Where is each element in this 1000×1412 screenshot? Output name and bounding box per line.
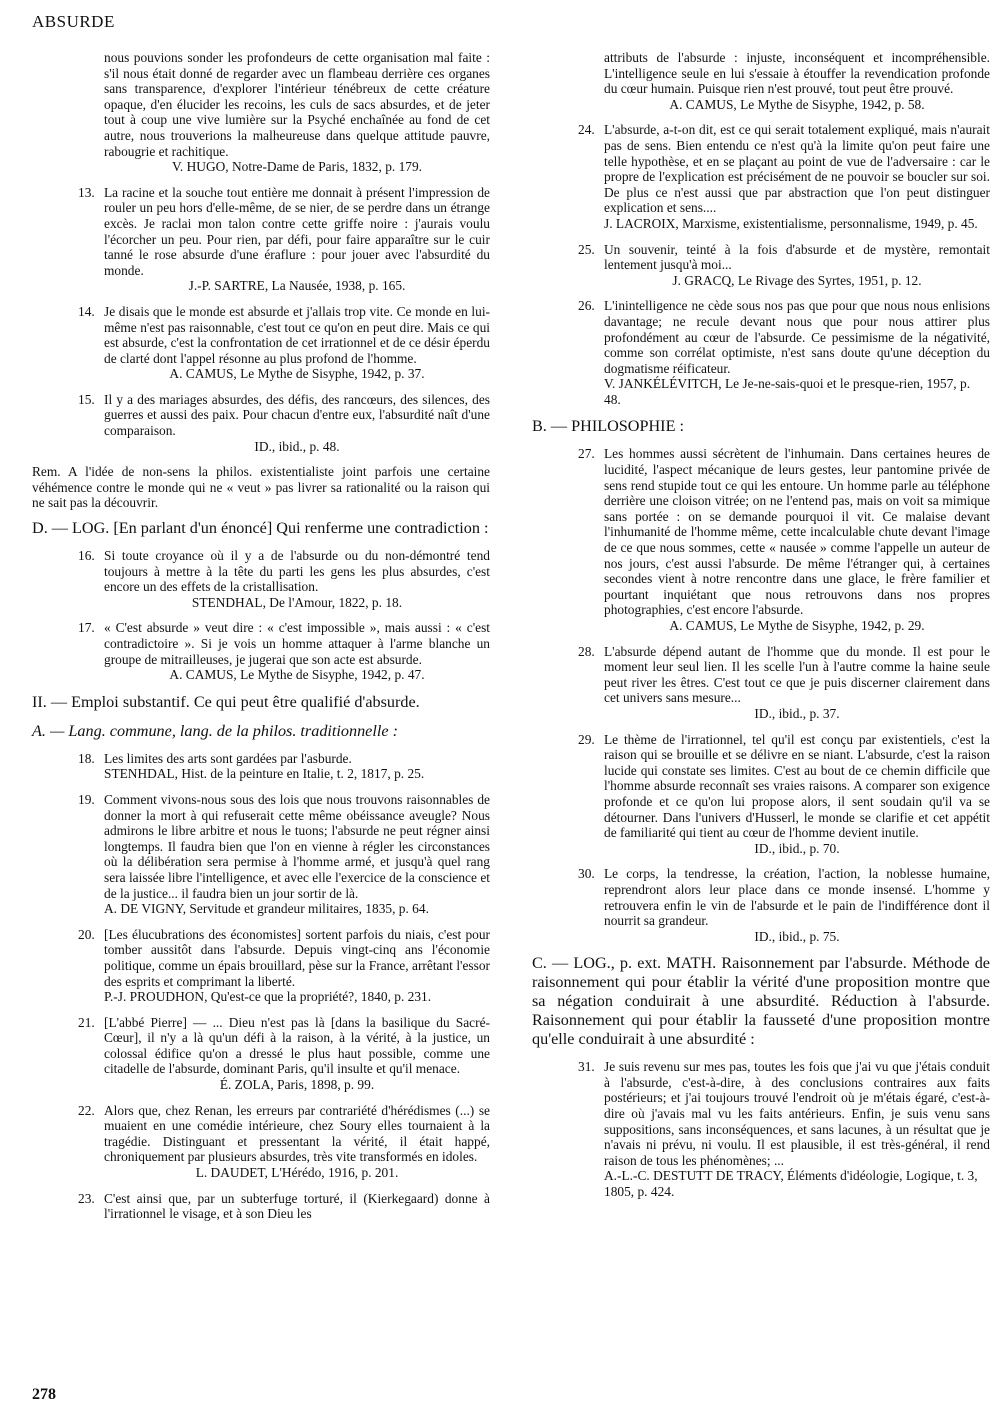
page-number: 278: [32, 1386, 56, 1403]
citation-source: J.-P. SARTRE, La Nausée, 1938, p. 165.: [188, 278, 406, 294]
citation-22: [32, 1103, 490, 1181]
citation-text: La racine et la souche tout entière me donnait à présent l'impression de rouler un peu hors d'elle-même, de se nier, de se perdre dans un étrange excès. Je raclai mon talon contre cette griffe noire : j'aurais voulu l'écorcher un peu. Pour rien, par défi, pour faire apparaître sur le cuir tanné le rose absurde d'une éraflure : pour jouer avec l'absurdité du monde.: [104, 184, 490, 278]
citation-20: [32, 927, 490, 1005]
citation-source: P.-J. PROUDHON, Qu'est-ce que la propriété?, 1840, p. 231.: [104, 989, 432, 1005]
section-a-heading: A. — Lang. commune, lang. de la philos. traditionnelle :: [32, 721, 398, 740]
citation-text: Le thème de l'irrationnel, tel qu'il est conçu par existentiels, c'est la raison qui se brouille et se délivre en se niant. L'absurde, c'est la raison lucide qui constate ses limites. C'est au bout de ce chemin difficile que l'homme absurde reconnaît ses vraies raisons. A comparer son exigence profonde et ce qu'on lui propose alors, il sent soudain qu'il va se détourner. Dans l'univers d'Husserl, le monde se clarifie et cet appétit de familiarité qui tient au cœur de l'homme devient inutile.: [604, 731, 990, 841]
citation-source: ID., ibid., p. 37.: [754, 705, 840, 721]
citation-text: C'est ainsi que, par un subterfuge torturé, il (Kierkegaard) donne à l'irrationnel le visage, et à son Dieu les: [104, 1190, 490, 1222]
left-column: [32, 50, 490, 1232]
citation-24: [532, 122, 990, 231]
citation-number: 17.: [78, 620, 95, 636]
citation-source: A. CAMUS, Le Mythe de Sisyphe, 1942, p. 37.: [169, 366, 425, 382]
citation-12-cont: [32, 50, 490, 175]
citation-number: 20.: [78, 926, 95, 942]
citation-number: 15.: [78, 391, 95, 407]
citation-27: [532, 446, 990, 633]
citation-number: 14.: [78, 303, 95, 319]
citation-number: 13.: [78, 184, 95, 200]
citation-source: A.-L.-C. DESTUTT DE TRACY, Éléments d'idéologie, Logique, t. 3, 1805, p. 424.: [604, 1168, 978, 1200]
citation-number: 26.: [578, 298, 595, 314]
citation-text: Il y a des mariages absurdes, des défis, des rancœurs, des silences, des guerres et aussi des paix. Pour chacun d'entre eux, l'absurdité naît d'une comparaison.: [104, 391, 490, 439]
citation-number: 27.: [578, 446, 595, 462]
citation-number: 18.: [78, 750, 95, 766]
citation-source: V. JANKÉLÉVITCH, Le Je-ne-sais-quoi et le presque-rien, 1957, p. 48.: [604, 376, 971, 407]
citation-21: [32, 1015, 490, 1093]
citation-source: L. DAUDET, L'Hérédo, 1916, p. 201.: [195, 1165, 399, 1181]
citation-23: [32, 1191, 490, 1222]
right-column: [532, 50, 990, 1210]
citation-30: [532, 866, 990, 944]
citation-number: 23.: [78, 1190, 95, 1206]
citation-source: V. HUGO, Notre-Dame de Paris, 1832, p. 179.: [171, 159, 423, 175]
citation-text: Je disais que le monde est absurde et j'allais trop vite. Ce monde en lui-même n'est pas raisonnable, c'est tout ce qu'on en peut dire. Mais ce qui est absurde, c'est la confrontation de cet irrationnel et de ce désir éperdu de clarté dont l'appel résonne au plus profond de l'homme.: [104, 303, 490, 366]
citation-text: Le corps, la tendresse, la création, l'action, la noblesse humaine, reprendront alors leur place dans ce monde insensé. L'homme y retrouvera enfin le vin de l'absurde et le pain de l'indifférence dont il nourrit sa grandeur.: [604, 866, 990, 929]
citation-source: ID., ibid., p. 48.: [254, 438, 340, 454]
citation-number: 31.: [578, 1059, 595, 1075]
citation-text: « C'est absurde » veut dire : « c'est impossible », mais aussi : « c'est contradictoire ». Si je vois un homme attaquer à l'arme blanche un groupe de mitrailleuses, je jugerai que son acte est absurde.: [104, 620, 490, 667]
citation-number: 28.: [578, 643, 595, 659]
citation-source: J. GRACQ, Le Rivage des Syrtes, 1951, p. 12.: [672, 272, 922, 288]
citation-number: 22.: [78, 1102, 95, 1118]
citation-25: [532, 242, 990, 289]
citation-source: A. CAMUS, Le Mythe de Sisyphe, 1942, p. 58.: [669, 96, 925, 112]
citation-text: Comment vivons-nous sous des lois que nous trouvons raisonnables de donner la mort à qui refuserait cette même obéissance aveugle? Nous admirons le libre arbitre et nous le tuons; l'absurde ne peut régner ainsi longtemps. Il faudra bien que l'on en vienne à régler les circonstances où la délibération sera permise à l'homme armé, et jusqu'à quel rang sera laissée libre l'intelligence, et avec elle l'exercice de la conscience et de la justice... il faudra bien un jour sortir de là.: [104, 791, 490, 901]
citation-13: [32, 185, 490, 294]
citation-source: STENHDAL, Hist. de la peinture en Italie, t. 2, 1817, p. 25.: [104, 766, 425, 782]
citation-source: É. ZOLA, Paris, 1898, p. 99.: [219, 1077, 375, 1093]
citation-source: A. DE VIGNY, Servitude et grandeur militaires, 1835, p. 64.: [104, 901, 429, 917]
citation-19: [32, 792, 490, 917]
citation-number: 24.: [578, 122, 595, 138]
citation-31: [532, 1059, 990, 1199]
citation-28: [532, 644, 990, 722]
section-c-heading: C. — LOG., p. ext. MATH. Raisonnement par l'absurde. Méthode de raisonnement qui pour établir la vérité d'une proposition montre que sa négation conduirait à une absurdité. Réduction à l'absurde. Raisonnement qui pour établir la fausseté d'une proposition montre qu'elle conduirait à une absurdité :: [532, 954, 990, 1049]
citation-text: Si toute croyance où il y a de l'absurde ou du non-démontré tend toujours à mettre à la tête du parti les gens les plus absurdes, c'est encore un des effets de la cristallisation.: [104, 548, 490, 595]
citation-source: J. LACROIX, Marxisme, existentialisme, personnalisme, 1949, p. 45.: [604, 215, 978, 231]
citation-text: Les limites des arts sont gardées par l'asburde.: [104, 750, 352, 766]
citation-source: A. CAMUS, Le Mythe de Sisyphe, 1942, p. 29.: [669, 618, 925, 633]
citation-number: 30.: [578, 866, 595, 882]
citation-text: attributs de l'absurde : injuste, inconséquent et incompréhensible. L'intelligence seule en lui s'essaie à étouffer la revendication profonde du cœur humain. Puisque rien n'est prouvé, tout peut être prouvé.: [604, 50, 990, 97]
citation-29: [532, 732, 990, 857]
citation-number: 16.: [78, 548, 95, 564]
page-header: ABSURDE: [32, 12, 115, 31]
citation-text: L'absurde dépend autant de l'homme que du monde. Il est pour le moment leur seul lien. Il les scelle l'un à l'autre comme la haine seule peut river les êtres. C'est tout ce que je puis discerner clairement dans cet univers sans mesure...: [604, 643, 990, 706]
section-d-heading: D. — LOG. [En parlant d'un énoncé] Qui renferme une contradiction :: [32, 519, 489, 538]
citation-text: Un souvenir, teinté à la fois d'absurde et de mystère, remontait lentement jusqu'à moi...: [604, 241, 990, 273]
citation-23-cont: [532, 50, 990, 112]
citation-text: [L'abbé Pierre] — ... Dieu n'est pas là [dans la basilique du Sacré-Cœur], il n'y a là qu'un défi à la raison, à la vérité, à la justice, un colossal édifice qu'on a dressé le plus haut possible, comme une citadelle de l'absurde, dominant Paris, qu'il insulte et qu'il menace.: [104, 1014, 490, 1077]
section-b-heading: B. — PHILOSOPHIE :: [532, 417, 684, 436]
citation-text: L'absurde, a-t-on dit, est ce qui serait totalement expliqué, mais n'aurait pas de sens. Bien entendu ce n'est qu'à la limite qu'on peut faire une telle hypothèse, et en se plaçant au point de vue de l'adversaire : car le propre de l'explication est précisément de ne pouvoir se boucler sur soi. De plus ce n'est aussi que par abstraction que l'on peut distinguer explication et sens....: [604, 122, 990, 216]
citation-number: 25.: [578, 241, 595, 257]
citation-source: ID., ibid., p. 75.: [754, 928, 840, 944]
citation-17: [32, 620, 490, 682]
citation-number: 29.: [578, 731, 595, 747]
citation-text: [Les élucubrations des économistes] sortent parfois du niais, c'est pour tomber aussitôt dans l'absurde. Depuis vingt-cinq ans l'économie politique, comme un épais brouillard, pèse sur la France, arrêtant l'essor des esprits et comprimant la liberté.: [104, 926, 490, 989]
citation-source: A. CAMUS, Le Mythe de Sisyphe, 1942, p. 47.: [169, 667, 425, 683]
citation-source: ID., ibid., p. 70.: [754, 840, 840, 856]
citation-14: [32, 304, 490, 382]
citation-text: Alors que, chez Renan, les erreurs par contrariété d'hérédismes (...) se muaient en une comédie intérieure, chez Soury elles tournaient à la tragédie. Distinguant et pressentant la vérité, il était happé, chroniquement par plusieurs absurdes, très vite transformés en idoles.: [104, 1102, 490, 1165]
citation-text: Les hommes aussi sécrètent de l'inhumain. Dans certaines heures de lucidité, l'aspect mécanique de leurs gestes, leur pantomine privée de sens rend stupide tout ce qui les entoure. Un homme parle au téléphone derrière une cloison vitrée; on ne l'entend pas, mais on voit sa mimique sans portée : on se demande pourquoi il vit. Ce malaise devant l'inhumanité de l'homme même, cette incalculable chute devant l'image de ce que nous sommes, cette « nausée » comme l'appelle un auteur de nos jours, c'est aussi l'absurde. De même l'étranger qui, à certaines secondes vient à notre rencontre dans une glace, le frère familier et pourtant inquiétant que nous retrouvons dans nos propres photographies, c'est encore l'absurde.: [604, 446, 990, 618]
citation-18: [32, 751, 490, 782]
citation-number: 19.: [78, 791, 95, 807]
citation-15: [32, 392, 490, 454]
citation-source: STENDHAL, De l'Amour, 1822, p. 18.: [191, 594, 403, 610]
remark: Rem. A l'idée de non-sens la philos. existentialiste joint parfois une certaine véhémence contre le monde qui ne « veut » pas livrer sa rationalité ou la raison qui ne sait pas la découvrir.: [32, 464, 490, 511]
citation-26: [532, 298, 990, 407]
section-ii-heading: II. — Emploi substantif. Ce qui peut être qualifié d'absurde.: [32, 692, 420, 711]
citation-number: 21.: [78, 1014, 95, 1030]
citation-text: Je suis revenu sur mes pas, toutes les fois que j'ai vu que j'étais conduit à l'absurde, c'est-à-dire, à des conclusions contraires aux faits postérieurs; et j'ai toujours trouvé l'endroit où je m'étais égaré, c'est-à-dire où j'avais mal vu les faits antérieurs. Enfin, je suis venu sans suppositions, sans inconséquences, et sans lacunes, à un résultat que je n'avais ni prévu, ni voulu. Il est plausible, il est très-général, il rend raison de tous les phénomènes; ...: [604, 1059, 990, 1168]
citation-text: nous pouvions sonder les profondeurs de cette organisation mal faite : s'il nous était donné de regarder avec un flambeau derrière ces organes sans transparence, d'explorer l'intérieur ténébreux de cette créature opaque, d'en élucider les recoins, les culs de sacs absurdes, et de jeter tout à coup une vive lumière sur la Psyché enchaînée au fond de cet autre, nous trouverions la malheureuse dans quelque attitude pauvre, rabougrie et rachitique.: [104, 50, 490, 159]
citation-16: [32, 548, 490, 610]
citation-text: L'inintelligence ne cède sous nos pas que pour que nous nous enlisions davantage; ne recule devant nous que pour nous attirer plus profondément au cœur de l'absurde. Ce pessimisme de la négativité, comme son corrélat optimiste, n'est sans doute qu'une déception du dogmatisme réificateur.: [604, 298, 990, 376]
